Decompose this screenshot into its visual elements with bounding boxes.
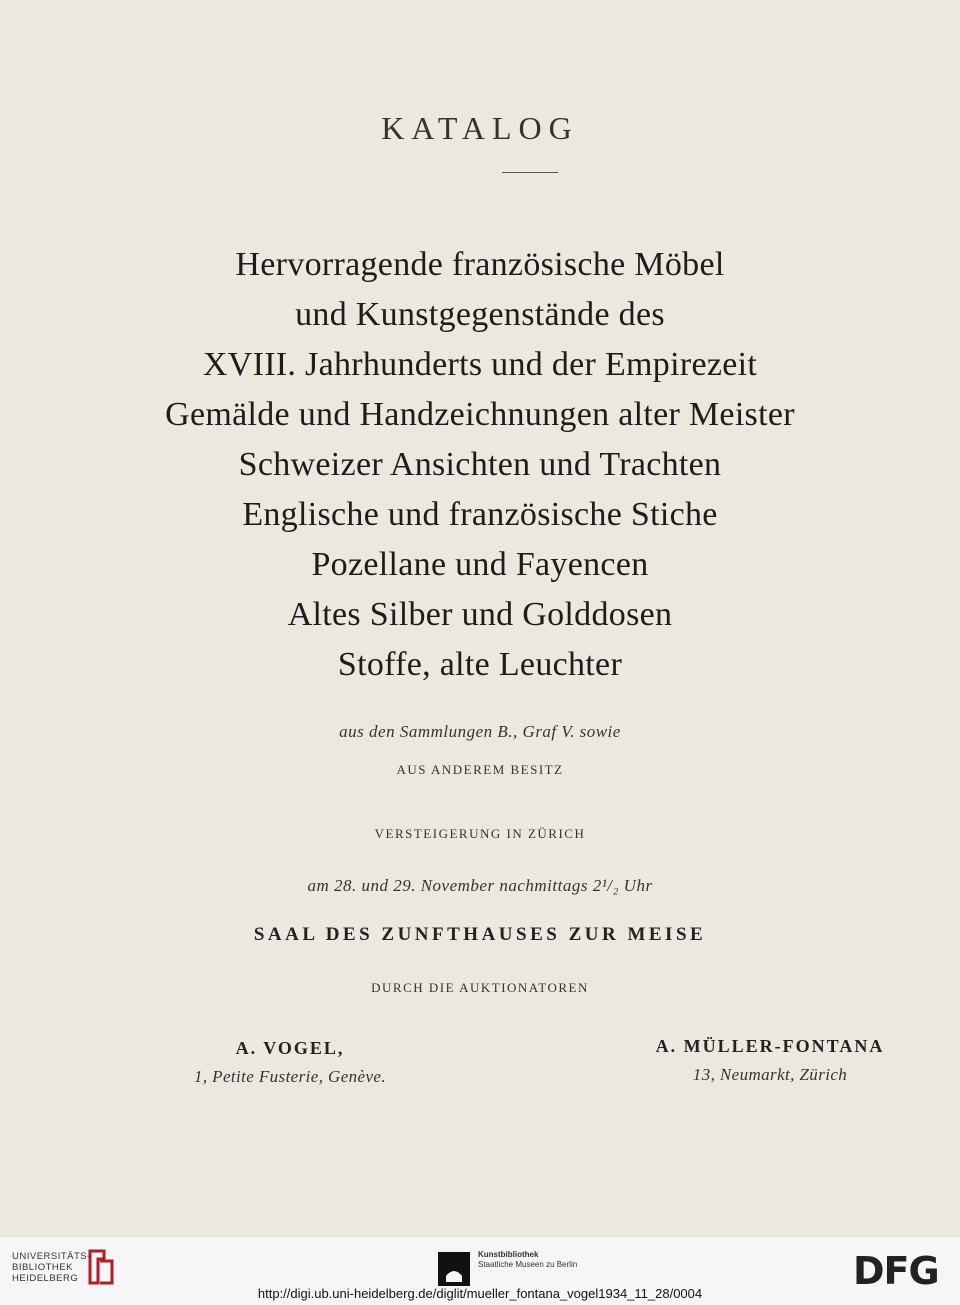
content-line: Schweizer Ansichten und Trachten	[238, 446, 722, 483]
content-line: Pozellane und Fayencen	[311, 546, 649, 583]
title-divider	[502, 172, 558, 173]
kb-title: Kunstbibliothek	[478, 1250, 539, 1259]
auction-venue: SAAL DES ZUNFTHAUSES ZUR MEISE	[253, 924, 707, 945]
content-line: Hervorragende französische Möbel	[235, 246, 725, 283]
kunstbibliothek-logo-icon	[438, 1252, 470, 1286]
ub-heidelberg-logo-icon	[86, 1247, 116, 1287]
auctioneer-name: A. MÜLLER-FONTANA	[655, 1036, 885, 1056]
content-list	[0, 240, 960, 690]
auctioneer-address: 13, Neumarkt, Zürich	[692, 1065, 848, 1084]
auctioneer-vogel	[120, 1038, 460, 1087]
auction-date: am 28. und 29. November nachmittags 2¹/₂ Uhr	[307, 876, 653, 895]
content-line: Altes Silber und Golddosen	[287, 596, 673, 633]
auction-location: VERSTEIGERUNG IN ZÜRICH	[374, 826, 586, 841]
dfg-logo: DFG	[853, 1249, 939, 1293]
auctioneer-name: A. VOGEL,	[235, 1038, 345, 1058]
content-line: Englische und französische Stiche	[242, 496, 718, 533]
auctioneer-mueller-fontana	[630, 1036, 910, 1085]
content-line: Gemälde und Handzeichnungen alter Meister	[165, 396, 795, 433]
ub-heidelberg-label: UNIVERSITÄTS- BIBLIOTHEK HEIDELBERG	[12, 1251, 91, 1284]
kb-subtitle: Staatliche Museen zu Berlin	[478, 1260, 578, 1269]
source-url[interactable]: http://digi.ub.uni-heidelberg.de/diglit/mueller_fontana_vogel1934_11_28/0004	[257, 1286, 703, 1301]
content-line: XVIII. Jahrhunderts und der Empirezeit	[202, 346, 758, 383]
page-title: KATALOG	[381, 110, 579, 146]
provenance-other: AUS ANDEREM BESITZ	[396, 762, 564, 777]
auctioneers-intro: DURCH DIE AUKTIONATOREN	[371, 980, 589, 995]
kunstbibliothek-label	[478, 1250, 577, 1270]
auctioneer-address: 1, Petite Fusterie, Genève.	[193, 1067, 387, 1086]
content-line: Stoffe, alte Leuchter	[337, 646, 623, 683]
content-line: und Kunstgegenstände des	[295, 296, 665, 333]
provenance-text: aus den Sammlungen B., Graf V. sowie	[339, 722, 621, 741]
